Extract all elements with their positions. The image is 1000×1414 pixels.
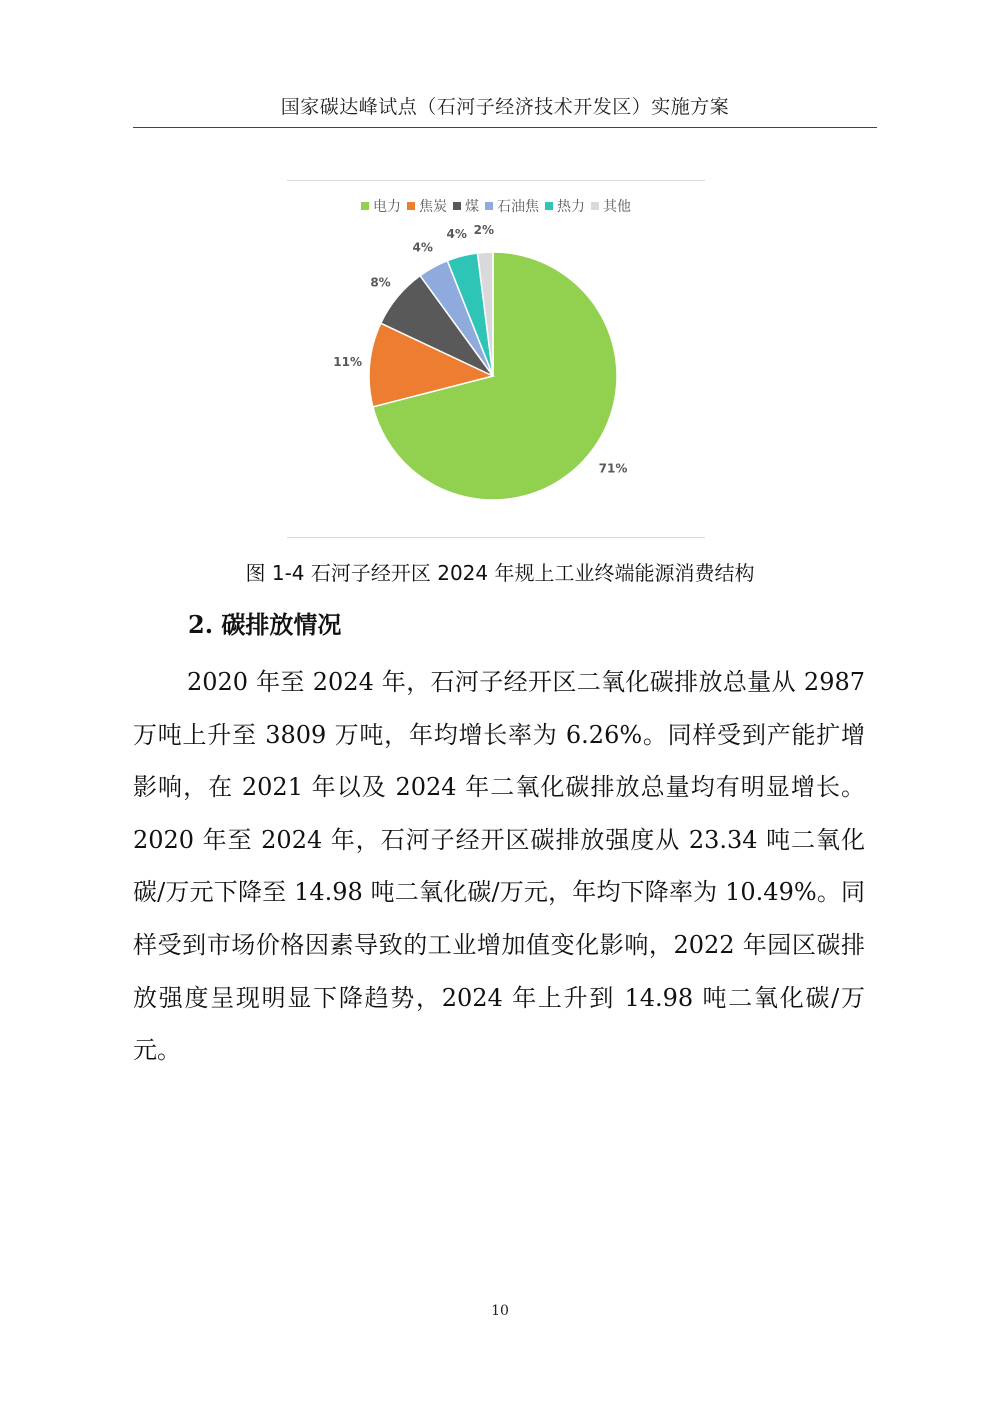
body-paragraph: 2020 年至 2024 年，石河子经开区二氧化碳排放总量从 2987 万吨上升至 3809 万吨，年均增长率为 6.26%。同样受到产能扩增影响，在 2021 年以及 2024 年二氧化碳排放总量均有明显增长。2020 年至 2024 年，石河子经开区碳排放强度从 23.34 吨二氧化碳/万元下降至 14.98 吨二氧化碳/万元，年均下降率为 10.49%。同样受到市场价格因素导致的工业增加值变化影响，2022 年园区碳排放强度呈现明显下降趋势，2024 年上升到 14.98 吨二氧化碳/万元。 (133, 668, 865, 1065)
legend-label: 其他 (603, 199, 631, 215)
legend-label: 电力 (373, 199, 401, 215)
legend-label: 焦炭 (419, 199, 447, 215)
legend-label: 煤 (465, 199, 479, 215)
legend-label: 热力 (557, 199, 585, 215)
pie-data-label: 71% (598, 461, 628, 476)
pie-data-label: 8% (370, 275, 391, 290)
pie-data-label: 4% (446, 227, 467, 242)
section-heading: 2. 碳排放情况 (188, 610, 342, 639)
legend-label: 石油焦 (497, 199, 539, 215)
pie-data-label: 2% (473, 222, 495, 237)
pie-data-label: 4% (412, 240, 433, 255)
page-number: 10 (491, 1303, 509, 1319)
pie-plot-area (287, 180, 705, 538)
running-header: 国家碳达峰试点（石河子经济技术开发区）实施方案 (133, 92, 877, 128)
pie-chart (287, 180, 705, 538)
pie-data-label: 11% (333, 354, 363, 369)
figure-caption: 图 1-4 石河子经开区 2024 年规上工业终端能源消费结构 (245, 561, 755, 585)
